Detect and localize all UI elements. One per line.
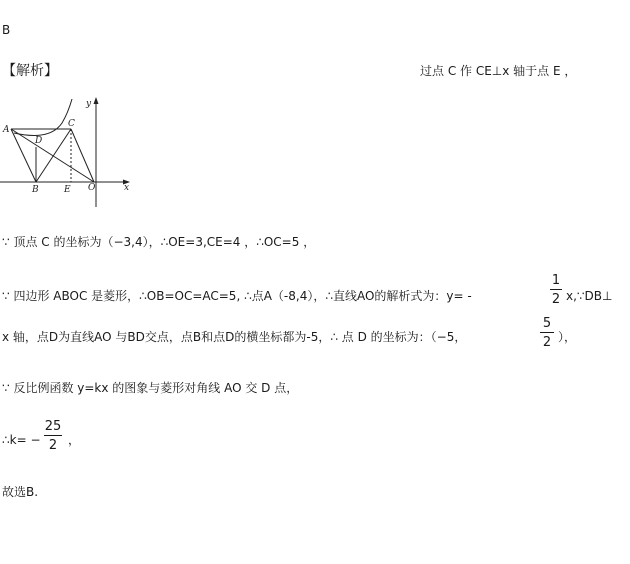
rhombus-line-pre: ∵ 四边形 ABOC 是菱形，∴OB=OC=AC=5, ∴点A（-8,4），∴直线AO的解析式为：y= -: [2, 289, 472, 303]
point-d-line-post: ），: [558, 330, 577, 344]
k-value-post: ，: [68, 433, 81, 447]
point-d-line-pre: x 轴，点D为直线AO 与BD交点，点B和点D的横坐标都为-5，∴ 点 D 的坐标为：（−5，: [2, 330, 467, 344]
rhombus-line-post: x,∵DB⊥: [566, 289, 613, 303]
label-x: x: [124, 183, 130, 193]
fraction-twentyfive-halves: [44, 419, 62, 453]
fraction-denominator: 2: [48, 438, 58, 453]
label-E: E: [64, 185, 71, 195]
construction-sentence: 过点 C 作 CE⊥x 轴于点 E ，: [420, 64, 577, 78]
k-value-pre: ∴k= −: [2, 433, 41, 447]
label-A: A: [3, 125, 10, 135]
inverse-function-line: ∵ 反比例函数 y=kx 的图象与菱形对角线 AO 交 D 点，: [2, 381, 299, 395]
label-B: B: [32, 185, 39, 195]
label-C: C: [68, 119, 75, 129]
label-O: O: [88, 183, 96, 193]
answer-letter: B: [2, 23, 11, 37]
label-D: D: [35, 136, 43, 146]
fraction-numerator: 5: [542, 316, 552, 331]
fraction-numerator: 1: [551, 273, 561, 288]
hyperbola-curve: [14, 99, 72, 135]
y-axis-arrow: [94, 97, 99, 104]
label-y: y: [86, 99, 92, 109]
fraction-denominator: 2: [551, 292, 561, 307]
segment-CO: [71, 129, 94, 182]
conclusion-line: 故选B.: [2, 485, 39, 499]
rhombus-figure: [0, 95, 140, 210]
fraction-five-halves: [540, 316, 554, 350]
fraction-numerator: 25: [44, 419, 62, 434]
analysis-heading: 【解析】: [2, 63, 58, 79]
fraction-denominator: 2: [542, 335, 552, 350]
fraction-one-half: [550, 273, 562, 307]
vertex-c-coordinate-line: ∵ 顶点 C 的坐标为（−3,4），∴OE=3,CE=4 ，∴OC=5 ，: [2, 235, 316, 249]
